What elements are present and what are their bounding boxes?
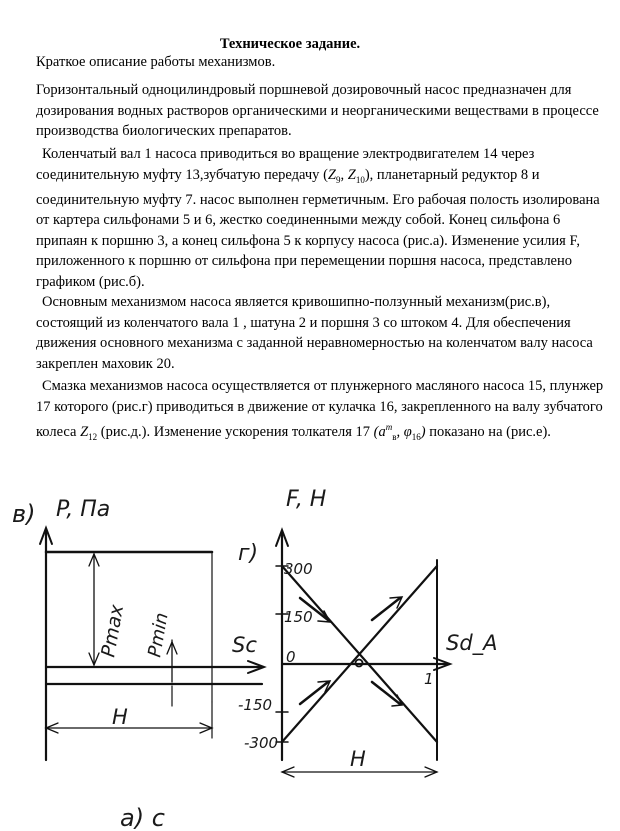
paragraph-lubrication bbox=[36, 376, 606, 447]
right-h-label: H bbox=[350, 747, 366, 771]
paragraph-drive-part1: Коленчатый вал 1 насоса приводиться во вращение электродвигателем 14 через соединительную муфту 13,зубчатую передачу bbox=[36, 146, 535, 183]
gear-z10: $Z_{10}$ bbox=[347, 166, 365, 185]
left-pmin-label: Pmin bbox=[144, 611, 173, 659]
bottom-partial-label: а) с bbox=[120, 804, 165, 831]
paragraph-lubrication-part1: Смазка механизмов насоса осуществляется от плунжерного масляного насоса 15, плунжер 17 которого (рис.г) приводиться в движение от кулачка 16, закрепленного на валу зубчатого колеса bbox=[36, 378, 604, 440]
hand-drawn-figures bbox=[0, 470, 620, 831]
left-y-axis-label: P, Па bbox=[56, 497, 111, 522]
paragraph-drive-part2: , планетарный редуктор 8 и соединительную муфту 7. насос выполнен герметичным. Его рабочая полость изолирована от картера сильфонами 5 и 6, жестко соединенными между собой. Конец сильфона 6 припаян к поршню 3, а конец сильфона 5 к корпусу насоса (рис.а). Изменение усилия F, приложенного к поршню от сильфона при перемещении поршня насоса, представлено графиком (рис.б). bbox=[36, 166, 600, 290]
gear-z12: $Z_{12}$ bbox=[80, 423, 98, 442]
left-h-label: H bbox=[112, 705, 128, 729]
paragraph-lubrication-part2: (рис.д.). Изменение ускорения толкателя 17 bbox=[100, 423, 371, 440]
document-subtitle: Краткое описание работы механизмов. bbox=[36, 54, 276, 70]
right-y-axis-label: F, Н bbox=[286, 487, 327, 512]
gear-z9: $Z_9$ bbox=[327, 166, 341, 185]
paragraph-lubrication-part3: показано на (рис.е). bbox=[429, 423, 551, 440]
right-tick-label-300: 300 bbox=[284, 560, 313, 578]
left-x-axis-label: Sc bbox=[232, 633, 257, 657]
left-figure-label: в) bbox=[12, 500, 36, 528]
right-one-label: 1 bbox=[424, 670, 434, 688]
accel-expression: ($a^т_в$, $\varphi_{16}$) bbox=[373, 422, 426, 442]
right-tick-label-0: 0 bbox=[286, 648, 296, 666]
right-figure-label: г) bbox=[238, 541, 259, 566]
right-tick-label-minus150: -150 bbox=[238, 696, 273, 714]
right-direction-arrow-2 bbox=[372, 598, 400, 620]
document-title: Техническое задание. bbox=[219, 36, 361, 52]
right-x-axis-label: Sd_A bbox=[446, 631, 498, 655]
left-pmax-label: Pmax bbox=[97, 602, 129, 659]
paragraph-mechanism: Основным механизмом насоса является кривошипно-ползунный механизм(рис.в), состоящий из коленчатого вала 1 , шатуна 2 и поршня 3 со штоком 4. Для обеспечения движения основного механизма с заданной неравномерностью на коленчатом валу насоса закреплен маховик 20. bbox=[36, 294, 593, 372]
paragraph-purpose: Горизонтальный одноцилиндровый поршневой дозировочный насос предназначен для дозирования водных растворов органическими и неорганическими веществами в процессе производства биологических препаратов. bbox=[36, 82, 599, 139]
right-tick-label-150: 150 bbox=[284, 608, 313, 626]
right-tick-label-minus300: -300 bbox=[244, 734, 279, 752]
paragraph-drive: Коленчатый вал 1 насоса приводиться во вращение электродвигателем 14 через соединительную муфту 13,зубчатую передачу ($Z_9$, $Z_{10}$), планетарный редуктор 8 и соединительную муфту 7. насос выполнен герметичным. Его рабочая полость изолирована от картера сильфонами 5 и 6, жестко соединенными между собой. Конец сильфона 6 припаян к поршню 3, а конец сильфона 5 к корпусу насоса (рис.а). Изменение усилия F, приложенного к поршню от сильфона при перемещении поршня насоса, представлено графиком (рис.б). bbox=[36, 146, 600, 290]
figure-scan bbox=[0, 470, 620, 831]
